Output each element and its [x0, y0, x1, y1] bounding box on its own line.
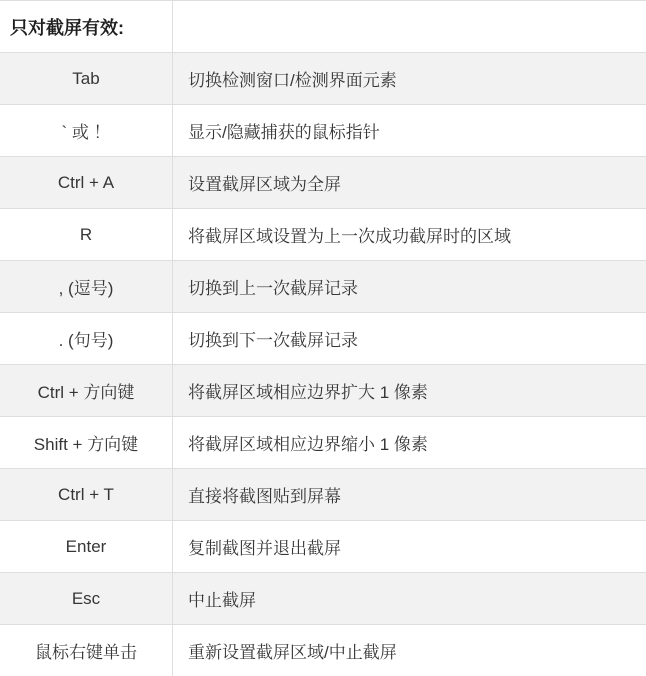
- shortcut-description: 将截屏区域设置为上一次成功截屏时的区域: [188, 227, 511, 246]
- shortcut-description: 切换检测窗口/检测界面元素: [188, 71, 397, 90]
- table-row: [0, 520, 646, 572]
- shortcut-key: Tab: [0, 53, 173, 104]
- shortcut-key: . (句号): [0, 313, 173, 364]
- table-row: [0, 624, 646, 676]
- shortcut-description: 中止截屏: [188, 591, 256, 610]
- table-row: [0, 52, 646, 104]
- shortcut-key: , (逗号): [0, 261, 173, 312]
- shortcut-key: R: [0, 209, 173, 260]
- shortcut-key: ` 或 ！: [0, 105, 173, 156]
- table-row: [0, 208, 646, 260]
- table-row: [0, 416, 646, 468]
- table-row: [0, 572, 646, 624]
- table-row: [0, 468, 646, 520]
- shortcut-key: Ctrl + 方向键: [0, 365, 173, 416]
- shortcut-description: 设置截屏区域为全屏: [188, 175, 341, 194]
- shortcut-key: Shift + 方向键: [0, 417, 173, 468]
- shortcut-description: 直接将截图贴到屏幕: [188, 487, 341, 506]
- shortcut-description: 将截屏区域相应边界扩大 1 像素: [188, 383, 428, 402]
- shortcut-description: 显示/隐藏捕获的鼠标指针: [188, 123, 380, 142]
- shortcut-key: Ctrl + A: [0, 157, 173, 208]
- table-row: [0, 364, 646, 416]
- table-row: [0, 104, 646, 156]
- shortcut-key: Esc: [0, 573, 173, 624]
- table-row: [0, 260, 646, 312]
- table-header-desc: [173, 1, 646, 52]
- shortcut-description: 将截屏区域相应边界缩小 1 像素: [188, 435, 428, 454]
- shortcut-description: 切换到下一次截屏记录: [188, 331, 358, 350]
- shortcut-description: 重新设置截屏区域/中止截屏: [188, 643, 397, 662]
- table-row: [0, 312, 646, 364]
- table-header-row: [0, 0, 646, 52]
- shortcut-description: 复制截图并退出截屏: [188, 539, 341, 558]
- shortcut-key: 鼠标右键单击: [0, 625, 173, 676]
- table-row: [0, 156, 646, 208]
- shortcut-key: Enter: [0, 521, 173, 572]
- shortcut-description: 切换到上一次截屏记录: [188, 279, 358, 298]
- table-header-label: 只对截屏有效:: [0, 1, 173, 52]
- shortcut-key: Ctrl + T: [0, 469, 173, 520]
